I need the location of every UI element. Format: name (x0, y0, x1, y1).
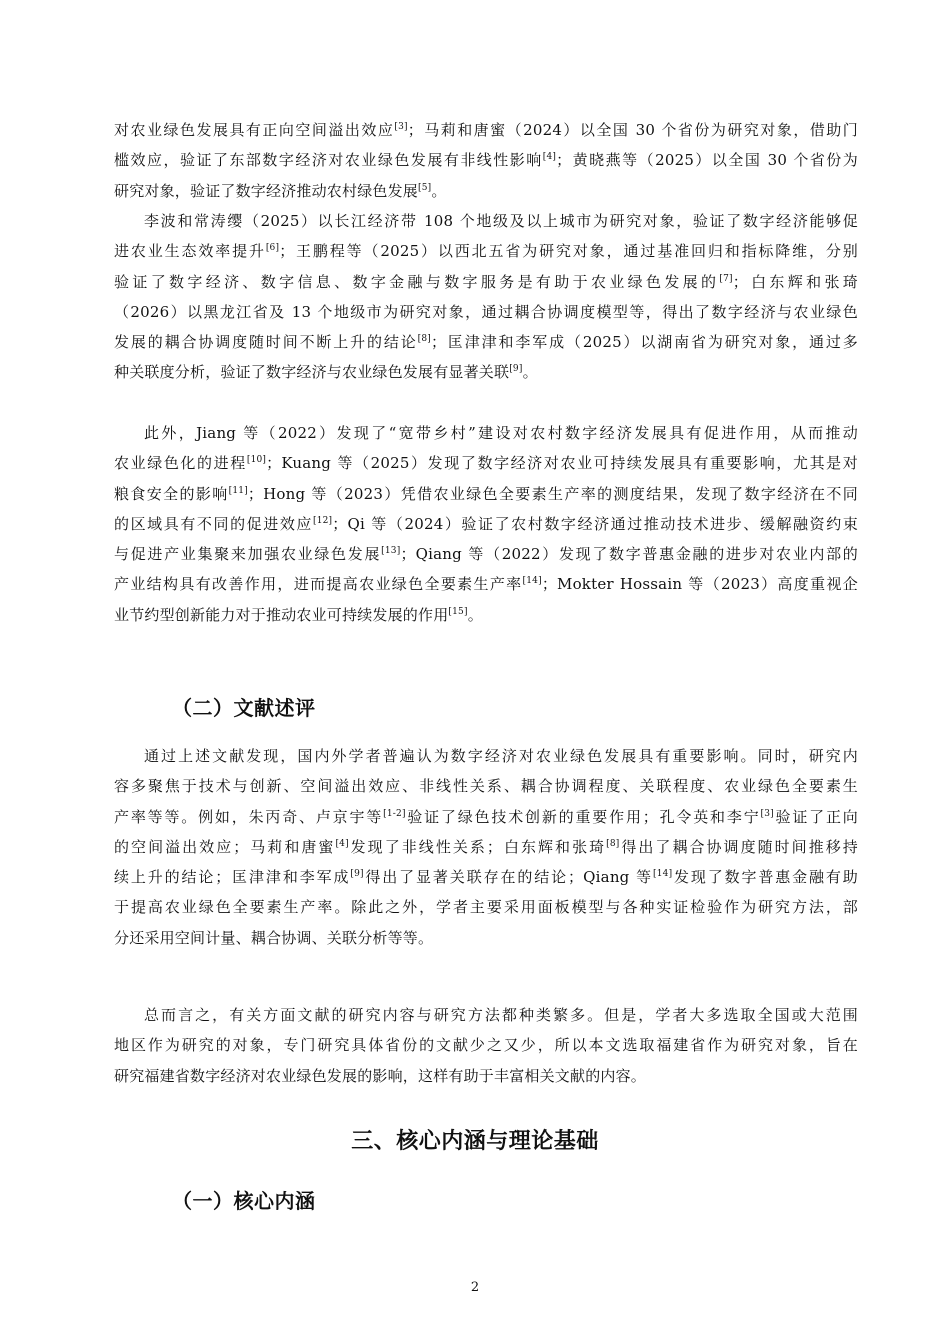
text-run: 此外，Jiang 等（2022）发现了“宽带乡村”建设对农村数字经济发展具有促进作用，从而推动 (144, 424, 858, 442)
text-line (114, 1030, 858, 1060)
text-run: ；马莉和唐蜜（2024）以全国 30 个省份为研究对象，借助门 (407, 121, 859, 139)
text-run: 农业绿色化的进程 (114, 454, 247, 473)
text-line (114, 509, 858, 539)
text-run: 得出了耦合协调度随时间推移持 (619, 837, 858, 856)
text-run: 。 (431, 181, 447, 200)
text-line (114, 741, 858, 771)
paragraph-domestic-studies (114, 206, 858, 388)
text-run: 产业结构具有改善作用，进而提高农业绿色全要素生产率 (114, 575, 523, 594)
citation-ref: [3] (394, 122, 408, 132)
citation-ref: [15] (448, 606, 468, 617)
text-line (114, 1061, 858, 1091)
text-run: ；匡津津和李军成（2025）以湖南省为研究对象，通过多 (431, 333, 858, 352)
text-run: 产率等等。例如，朱丙奇、卢京宇等 (114, 807, 384, 826)
citation-ref: [8] (417, 334, 432, 345)
citation-ref: [14] (653, 869, 673, 880)
text-run: 研究对象，验证了数字经济推动农村绿色发展 (114, 181, 419, 200)
citation-ref: [6] (265, 243, 280, 254)
text-run: 进农业生态效率提升 (114, 242, 266, 261)
text-line (114, 327, 858, 357)
paragraph-spillover (114, 115, 858, 206)
citation-ref: [3] (760, 808, 774, 819)
heading-literature-review: （二）文献述评 (172, 696, 316, 720)
citation-ref: [4] (335, 838, 349, 849)
text-run: 分还采用空间计量、耦合协调、关联分析等等。 (114, 928, 434, 947)
heading-section-3: 三、核心内涵与理论基础 (351, 1129, 599, 1154)
text-run: 验证了正向 (773, 807, 858, 826)
text-line (114, 923, 858, 953)
text-line (114, 832, 858, 862)
citation-ref: [1-2] (383, 808, 406, 819)
text-run: 业节约型创新能力对于推动农业可持续发展的作用 (114, 605, 449, 624)
text-run: ；Mokter Hossain 等（2023）高度重视企 (541, 575, 858, 594)
paragraph-review-summary (114, 741, 858, 953)
text-run: 与促进产业集聚来加强农业绿色发展 (114, 545, 382, 564)
citation-ref: [8] (606, 838, 620, 849)
text-run: 发现了数字普惠金融有助 (672, 868, 858, 887)
paragraph-conclusion (114, 1000, 858, 1091)
text-run: 的空间溢出效应；马莉和唐蜜 (114, 837, 336, 856)
text-run: ；王鹏程等（2025）以西北五省为研究对象，通过基准回归和指标降维，分别 (279, 242, 858, 261)
citation-ref: [12] (312, 515, 333, 526)
text-run: 容多聚焦于技术与创新、空间溢出效应、非线性关系、耦合协调程度、关联程度、农业绿色全要素生 (114, 777, 858, 796)
text-run: 总而言之，有关方面文献的研究内容与研究方法都种类繁多。但是，学者大多选取全国或大范围 (144, 1006, 858, 1024)
text-run: ；白东辉和张琦 (732, 272, 859, 291)
text-run: 地区作为研究的对象，专门研究具体省份的文献少之又少，所以本文选取福建省作为研究对象，旨在 (114, 1036, 858, 1055)
citation-ref: [10] (246, 455, 267, 466)
text-line (114, 802, 858, 832)
text-run: 。 (467, 605, 483, 624)
text-run: 对农业绿色发展具有正向空间溢出效应 (114, 121, 395, 139)
heading-core-connotation: （一）核心内涵 (172, 1189, 316, 1213)
citation-ref: [13] (381, 546, 401, 557)
text-run: 槛效应，验证了东部数字经济对农业绿色发展有非线性影响 (114, 151, 543, 170)
text-run: 李波和常涛缨（2025）以长江经济带 108 个地级及以上城市为研究对象，验证了数字经济能够促 (144, 212, 858, 230)
text-run: ；黄晓燕等（2025）以全国 30 个省份为 (556, 151, 858, 170)
citation-ref: [9] (509, 364, 523, 375)
text-run: 于提高农业绿色全要素生产率。除此之外，学者主要采用面板模型与各种实证检验作为研究方法，部 (114, 898, 858, 917)
text-run: 验证了数字经济、数字信息、数字金融与数字服务是有助于农业绿色发展的 (114, 272, 720, 291)
citation-ref: [5] (418, 182, 432, 193)
text-line (114, 771, 858, 801)
text-line (114, 539, 858, 569)
text-line (114, 418, 858, 448)
text-run: ；Hong 等（2023）凭借农业绿色全要素生产率的测度结果，发现了数字经济在不同 (247, 484, 858, 503)
text-run: 粮食安全的影响 (114, 484, 229, 503)
text-run: 。 (522, 363, 538, 382)
text-line (114, 145, 858, 175)
citation-ref: [4] (542, 152, 557, 163)
citation-ref: [9] (350, 869, 364, 880)
text-run: ；Kuang 等（2025）发现了数字经济对农业可持续发展具有重要影响，尤其是对 (266, 454, 858, 473)
paragraph-foreign-studies (114, 418, 858, 630)
text-run: 发现了非线性关系；白东辉和张琦 (348, 837, 607, 856)
text-run: 验证了绿色技术创新的重要作用；孔令英和李宁 (405, 807, 761, 826)
text-run: ；Qi 等（2024）验证了农村数字经济通过推动技术进步、缓解融资约束 (332, 514, 858, 533)
text-line (114, 892, 858, 922)
text-line (114, 600, 858, 630)
citation-ref: [14] (522, 576, 542, 587)
text-line (114, 357, 858, 387)
text-line (114, 569, 858, 599)
text-run: 通过上述文献发现，国内外学者普遍认为数字经济对农业绿色发展具有重要影响。同时，研究内 (144, 747, 858, 765)
text-run: 种关联度分析，验证了数字经济与农业绿色发展有显著关联 (114, 363, 510, 382)
text-run: 得出了显著关联存在的结论；Qiang 等 (363, 868, 654, 887)
citation-ref: [7] (719, 273, 733, 284)
text-line (114, 448, 858, 478)
citation-ref: [11] (228, 485, 248, 496)
text-line (114, 267, 858, 297)
text-run: 的区域具有不同的促进效应 (114, 514, 313, 533)
text-line (114, 236, 858, 266)
text-line (114, 297, 858, 327)
text-run: 发展的耦合协调度随时间不断上升的结论 (114, 333, 418, 352)
text-run: ；Qiang 等（2022）发现了数字普惠金融的进步对农业内部的 (400, 545, 859, 564)
text-line (114, 862, 858, 892)
text-run: 续上升的结论；匡津津和李军成 (114, 868, 351, 887)
text-line (114, 1000, 858, 1030)
page-number: 2 (470, 1280, 480, 1295)
text-line (114, 479, 858, 509)
text-run: 研究福建省数字经济对农业绿色发展的影响，这样有助于丰富相关文献的内容。 (114, 1066, 647, 1085)
text-line (114, 176, 858, 206)
text-run: （2026）以黑龙江省及 13 个地级市为研究对象，通过耦合协调度模型等，得出了数字经济与农业绿色 (114, 302, 858, 321)
text-line (114, 206, 858, 236)
text-line (114, 115, 858, 145)
